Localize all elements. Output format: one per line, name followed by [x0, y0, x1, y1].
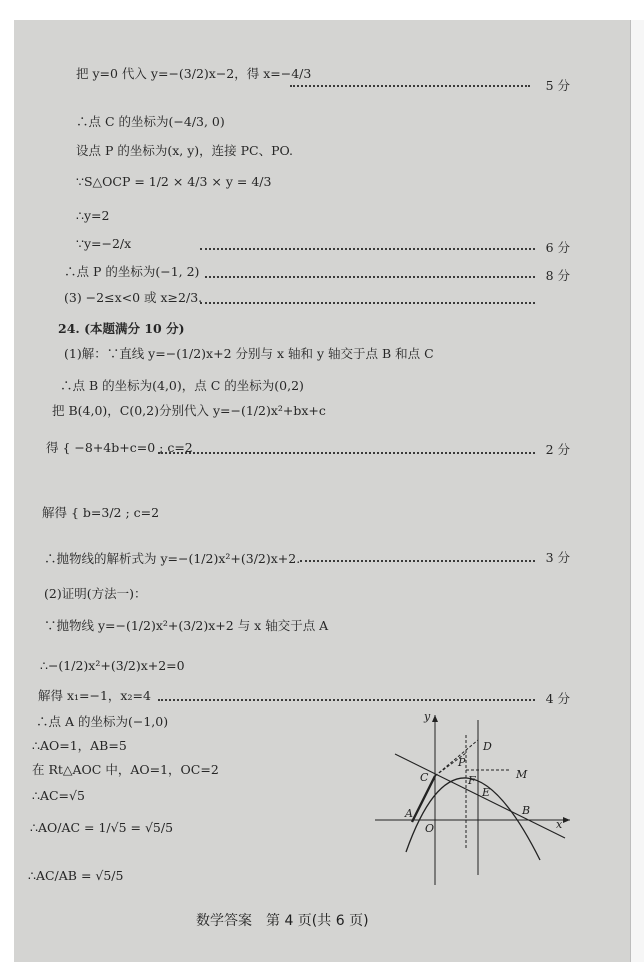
line-parabola: ∴抛物线的解析式为 y=−(1/2)x²+(3/2)x+2.: [44, 551, 301, 566]
score-leader: [205, 276, 535, 278]
score-3: 3 分: [545, 550, 570, 565]
label-f: F: [468, 774, 476, 787]
label-a: A: [405, 807, 413, 820]
score-leader: [300, 560, 535, 562]
score-leader: [290, 85, 530, 87]
line-part1: (1)解：∵直线 y=−(1/2)x+2 分别与 x 轴和 y 轴交于点 B 和点 C: [64, 346, 434, 361]
line-ratio-2: ∴AC/AB = √5/5: [28, 868, 124, 883]
label-o: O: [425, 822, 435, 835]
label-c: C: [420, 771, 429, 784]
x-axis-arrow: [563, 817, 570, 823]
line-ac: ∴AC=√5: [32, 788, 85, 803]
score-6: 6 分: [545, 240, 570, 255]
score-4: 4 分: [545, 691, 570, 706]
line-ratio-1: ∴AO/AC = 1/√5 = √5/5: [30, 820, 174, 835]
score-leader: [200, 248, 535, 250]
line-substitute-bc: 把 B(4,0)，C(0,2)分别代入 y=−(1/2)x²+bx+c: [52, 403, 326, 418]
score-leader: [200, 302, 535, 304]
label-p: P: [458, 756, 466, 769]
line-point-p: ∴点 P 的坐标为(−1, 2): [64, 264, 200, 279]
line-rt-triangle: 在 Rt△AOC 中，AO=1，OC=2: [32, 762, 219, 777]
line-point-a: ∴点 A 的坐标为(−1,0): [36, 714, 169, 729]
score-leader: [158, 699, 535, 701]
question-24-heading: 24. (本题满分 10 分): [58, 321, 185, 336]
score-leader: [158, 452, 535, 454]
line-bc: [395, 754, 565, 838]
label-y: y: [424, 710, 431, 723]
line-y-2: ∴y=2: [76, 208, 110, 223]
page-footer: 数学答案 第 4 页(共 6 页): [196, 913, 369, 929]
line-part3: (3) −2≤x<0 或 x≥2/3.: [64, 290, 203, 305]
line-substitute-y0: 把 y=0 代入 y=−(3/2)x−2，得 x=−4/3: [76, 66, 312, 81]
line-b-c-coords: ∴点 B 的坐标为(4,0)，点 C 的坐标为(0,2): [60, 378, 304, 393]
parabola-curve: [406, 778, 540, 860]
label-x: x: [556, 818, 563, 831]
label-e: E: [482, 786, 491, 799]
line-parabola-a: ∵抛物线 y=−(1/2)x²+(3/2)x+2 与 x 轴交于点 A: [44, 618, 329, 633]
parabola-figure: [370, 710, 580, 890]
line-system-1: 得 { −8+4b+c=0 ; c=2: [46, 440, 193, 455]
line-equation: ∴−(1/2)x²+(3/2)x+2=0: [40, 658, 185, 673]
dashed-cd: [435, 740, 478, 776]
line-point-c: ∴点 C 的坐标为(−4/3, 0): [76, 114, 225, 129]
y-axis-arrow: [432, 715, 438, 722]
score-2: 2 分: [545, 442, 570, 457]
line-area: ∵S△OCP = 1/2 × 4/3 × y = 4/3: [76, 174, 272, 189]
line-roots: 解得 x₁=−1，x₂=4: [38, 688, 151, 703]
score-8: 8 分: [545, 268, 570, 283]
line-ao-ab: ∴AO=1，AB=5: [32, 738, 127, 753]
page-edge: [630, 20, 644, 962]
label-m: M: [516, 768, 528, 781]
line-y-fraction: ∵y=−2/x: [76, 236, 132, 251]
line-part2: (2)证明(方法一)：: [44, 586, 147, 601]
label-b: B: [522, 804, 531, 817]
label-d: D: [483, 740, 492, 753]
score-5: 5 分: [545, 78, 570, 93]
line-solution-bc: 解得 { b=3/2 ; c=2: [42, 505, 160, 520]
line-set-p: 设点 P 的坐标为(x, y)，连接 PC、PO.: [76, 143, 294, 158]
